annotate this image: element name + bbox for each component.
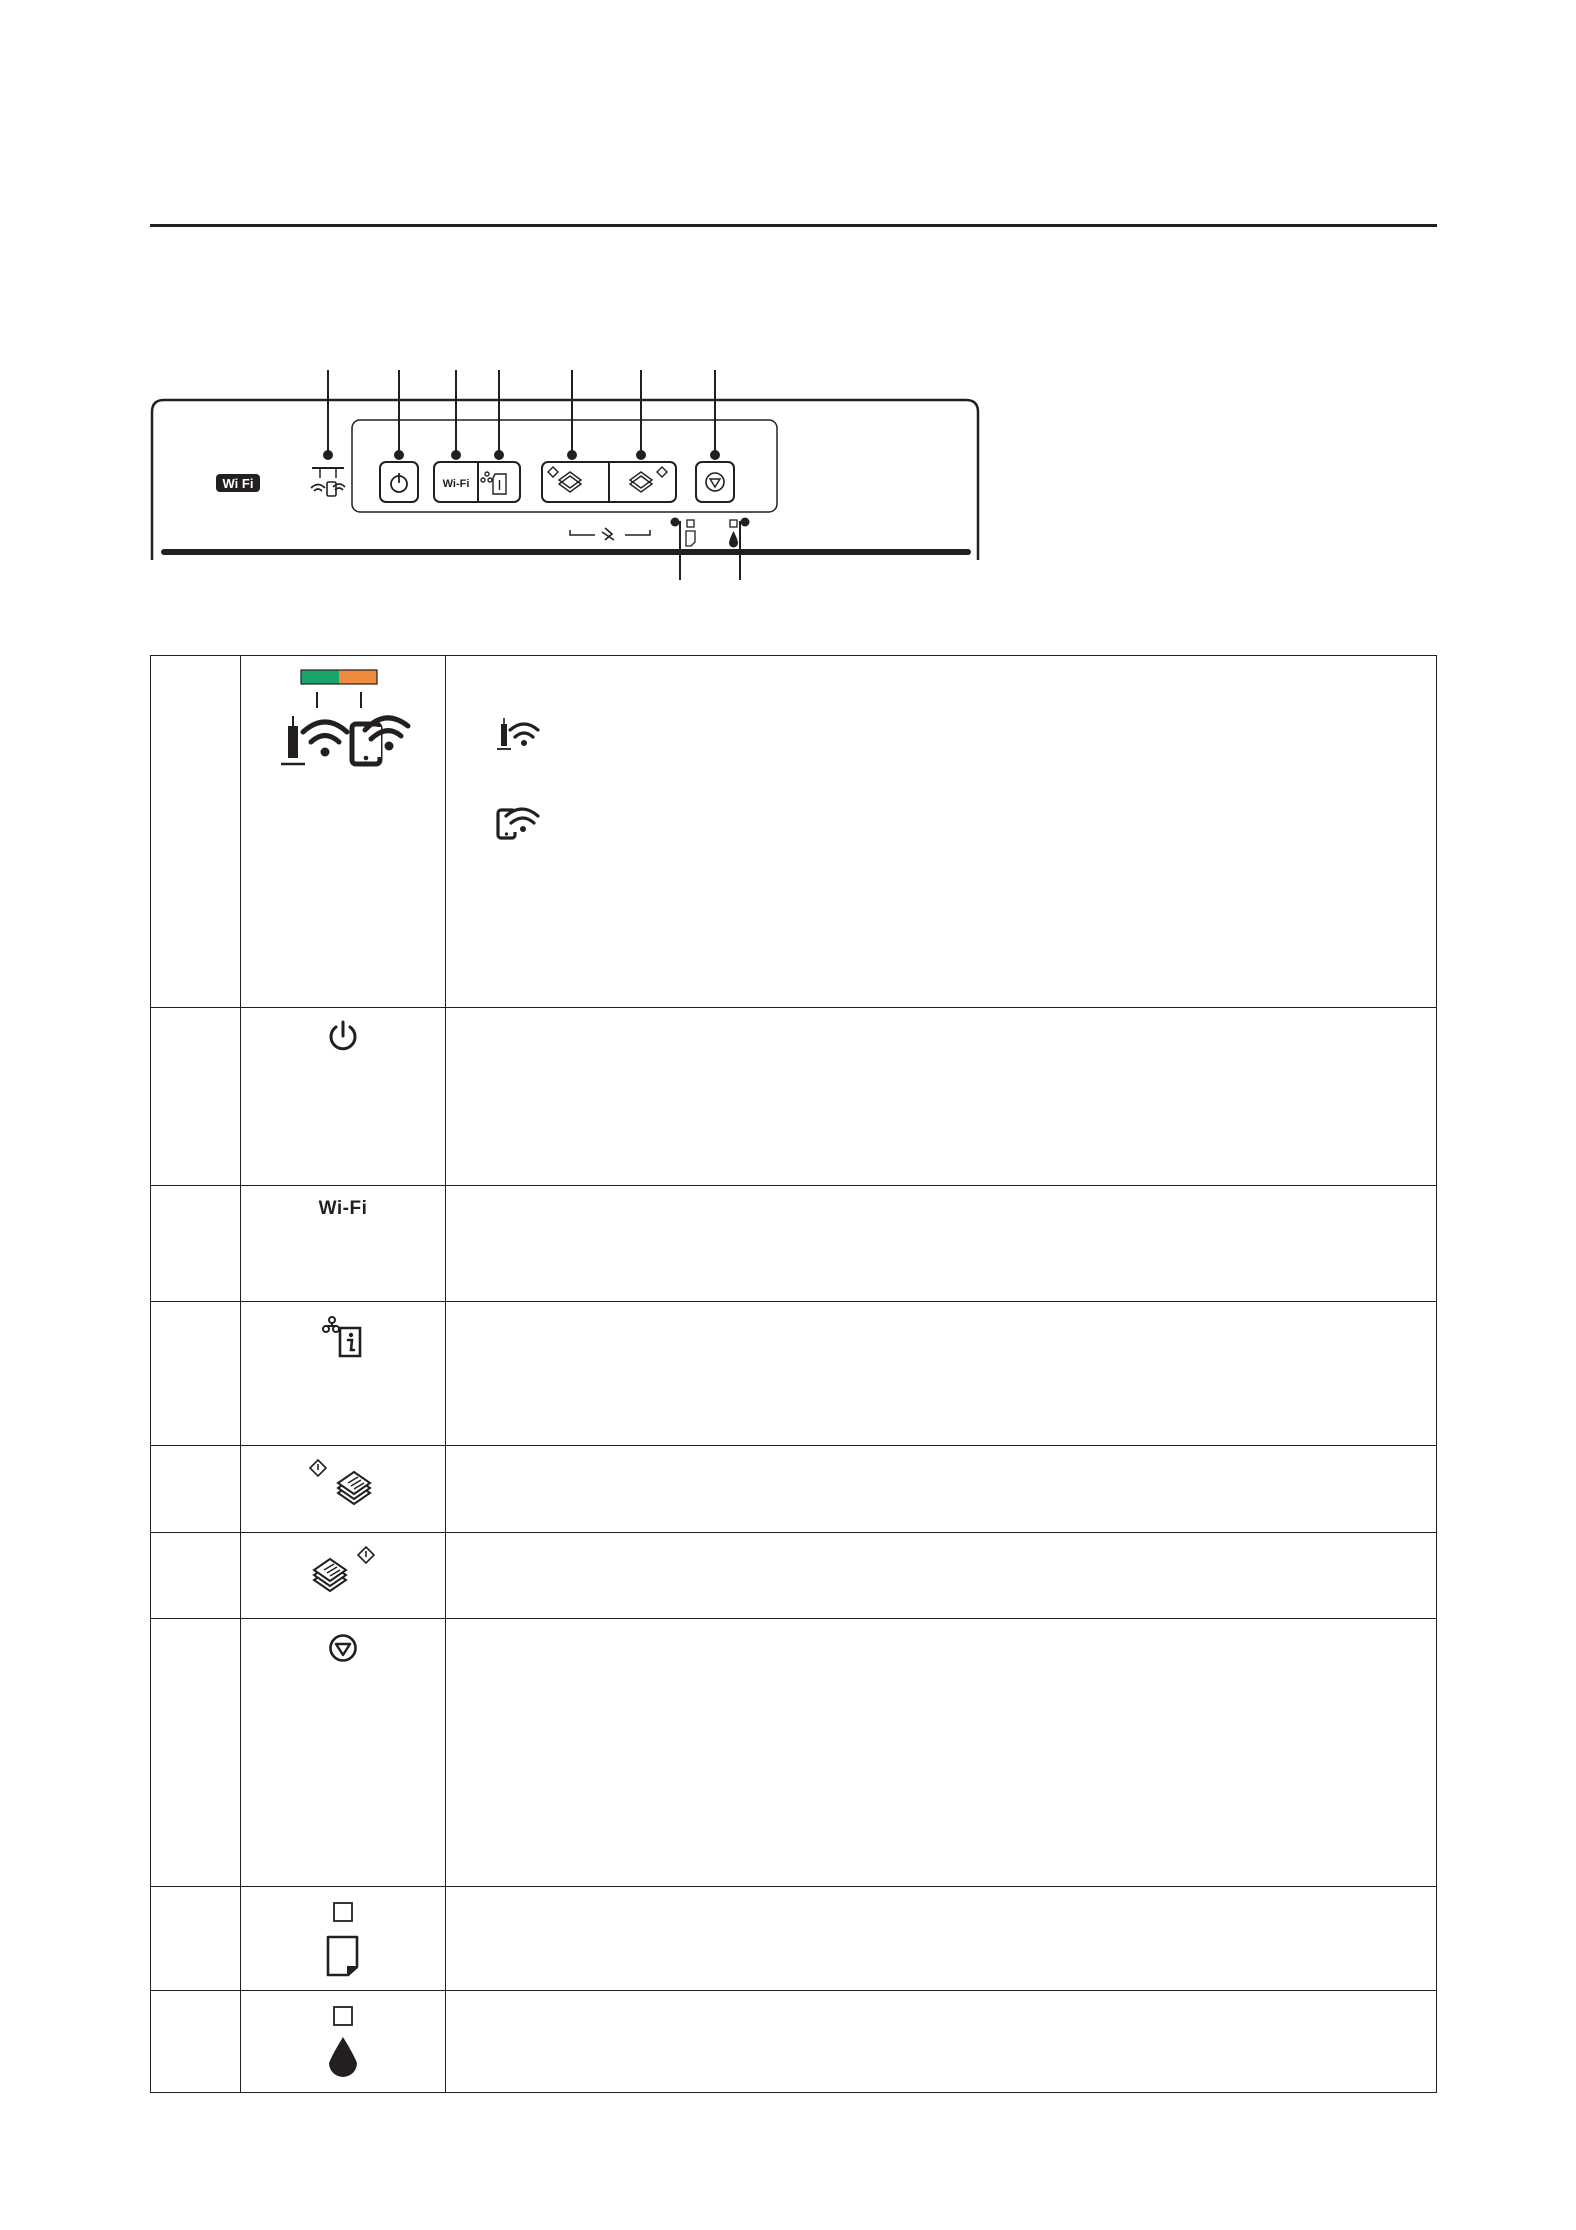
table-row <box>151 1186 1437 1302</box>
table-row <box>151 1619 1437 1887</box>
wifi-button-icon-label: Wi-Fi <box>318 1198 368 1219</box>
ink-drop-icon <box>241 1991 445 2081</box>
row-description-cell <box>446 1446 1437 1533</box>
network-status-sheet-icon <box>241 1302 445 1358</box>
row-description-cell <box>446 1008 1437 1186</box>
row-description-cell <box>446 656 1437 1008</box>
row-number-cell <box>151 656 241 1008</box>
wifi-router-icon <box>494 716 1484 756</box>
wifi-router-and-direct-lights-icon <box>241 656 445 780</box>
row-icon-cell <box>241 656 446 1008</box>
row-number-cell <box>151 1446 241 1533</box>
row-icon-cell <box>241 1991 446 2093</box>
wifi-logo-text: Wi Fi <box>222 476 254 491</box>
row-number-cell <box>151 1887 241 1991</box>
row-icon-cell <box>241 1186 446 1302</box>
row-icon-cell <box>241 1533 446 1619</box>
row-number-cell <box>151 1991 241 2093</box>
stop-icon <box>241 1619 445 1663</box>
row-number-cell <box>151 1302 241 1446</box>
header-rule <box>150 224 1437 227</box>
row-icon-cell <box>241 1887 446 1991</box>
row-description-cell <box>446 1991 1437 2093</box>
control-panel-illustration <box>150 370 980 580</box>
start-bw-copy-icon <box>241 1533 445 1593</box>
paper-icon <box>241 1887 445 1977</box>
row-description-cell <box>446 1619 1437 1887</box>
table-row <box>151 1887 1437 1991</box>
table-row <box>151 1533 1437 1619</box>
row-description-cell <box>446 1887 1437 1991</box>
row-icon-cell <box>241 1619 446 1887</box>
row-description-cell <box>446 1533 1437 1619</box>
power-icon <box>241 1008 445 1054</box>
row-number-cell <box>151 1008 241 1186</box>
table-row <box>151 1446 1437 1533</box>
table-row <box>151 1991 1437 2093</box>
wifi-button-label: Wi-Fi <box>442 478 470 490</box>
row-number-cell <box>151 1186 241 1302</box>
row-icon-cell <box>241 1446 446 1533</box>
row-number-cell <box>151 1619 241 1887</box>
row-description-cell <box>446 1186 1437 1302</box>
table-row <box>151 1302 1437 1446</box>
table-row <box>151 1008 1437 1186</box>
start-color-copy-icon <box>241 1446 445 1506</box>
table-row <box>151 656 1437 1008</box>
row-icon-cell <box>241 1302 446 1446</box>
control-panel-table <box>150 655 1437 2093</box>
row-description-cell <box>446 1302 1437 1446</box>
wifi-direct-device-icon <box>494 804 1484 844</box>
row-icon-cell <box>241 1008 446 1186</box>
row-number-cell <box>151 1533 241 1619</box>
